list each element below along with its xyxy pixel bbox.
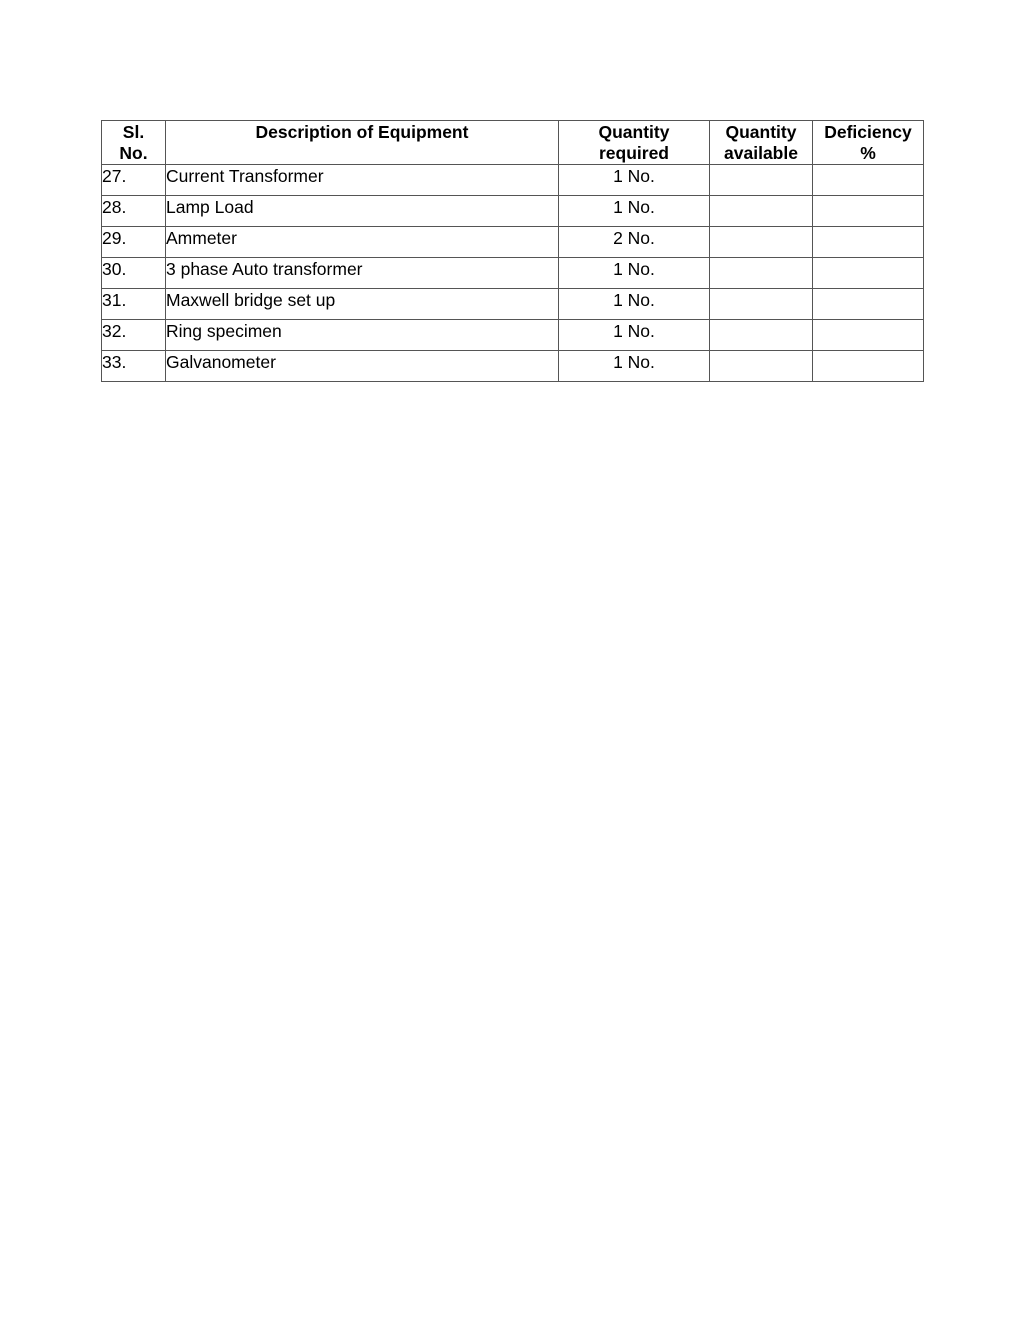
header-qty-available-line2: available xyxy=(724,143,798,163)
cell-sl-no: 32. xyxy=(102,320,166,351)
cell-description: Lamp Load xyxy=(166,196,559,227)
cell-quantity-required: 1 No. xyxy=(559,351,710,382)
equipment-table xyxy=(101,120,924,382)
header-quantity-required xyxy=(559,121,710,165)
cell-description: 3 phase Auto transformer xyxy=(166,258,559,289)
table-row xyxy=(102,258,924,289)
header-row xyxy=(102,121,924,165)
cell-description: Maxwell bridge set up xyxy=(166,289,559,320)
cell-quantity-required: 1 No. xyxy=(559,320,710,351)
cell-sl-no: 29. xyxy=(102,227,166,258)
cell-quantity-available xyxy=(710,320,813,351)
table-header xyxy=(102,121,924,165)
cell-quantity-available xyxy=(710,227,813,258)
cell-quantity-available xyxy=(710,258,813,289)
header-deficiency-line1: Deficiency xyxy=(824,122,912,142)
cell-sl-no: 30. xyxy=(102,258,166,289)
header-qty-required-line2: required xyxy=(598,143,670,163)
cell-deficiency xyxy=(813,165,924,196)
table-row xyxy=(102,165,924,196)
header-deficiency xyxy=(813,121,924,165)
cell-sl-no: 27. xyxy=(102,165,166,196)
cell-deficiency xyxy=(813,196,924,227)
cell-quantity-available xyxy=(710,165,813,196)
cell-description: Ring specimen xyxy=(166,320,559,351)
header-description-label: Description of Equipment xyxy=(255,122,469,142)
cell-quantity-required: 1 No. xyxy=(559,196,710,227)
cell-quantity-required: 2 No. xyxy=(559,227,710,258)
table-row xyxy=(102,289,924,320)
cell-description: Current Transformer xyxy=(166,165,559,196)
table-body xyxy=(102,165,924,382)
header-deficiency-line2: % xyxy=(860,143,876,163)
cell-sl-no: 33. xyxy=(102,351,166,382)
header-description xyxy=(166,121,559,165)
table-row xyxy=(102,227,924,258)
cell-quantity-required: 1 No. xyxy=(559,258,710,289)
table-row xyxy=(102,196,924,227)
cell-quantity-required: 1 No. xyxy=(559,289,710,320)
header-qty-available-line1: Quantity xyxy=(725,122,797,142)
table-row xyxy=(102,320,924,351)
cell-deficiency xyxy=(813,258,924,289)
cell-quantity-available xyxy=(710,289,813,320)
cell-quantity-available xyxy=(710,196,813,227)
cell-sl-no: 28. xyxy=(102,196,166,227)
header-sl-no xyxy=(102,121,166,165)
cell-sl-no: 31. xyxy=(102,289,166,320)
cell-quantity-required: 1 No. xyxy=(559,165,710,196)
cell-deficiency xyxy=(813,289,924,320)
cell-deficiency xyxy=(813,320,924,351)
header-sl-line2: No. xyxy=(119,143,148,163)
cell-quantity-available xyxy=(710,351,813,382)
cell-deficiency xyxy=(813,227,924,258)
table-row xyxy=(102,351,924,382)
header-qty-required-line1: Quantity xyxy=(598,122,670,142)
cell-description: Galvanometer xyxy=(166,351,559,382)
cell-deficiency xyxy=(813,351,924,382)
header-sl-line1: Sl. xyxy=(122,122,145,142)
header-quantity-available xyxy=(710,121,813,165)
cell-description: Ammeter xyxy=(166,227,559,258)
